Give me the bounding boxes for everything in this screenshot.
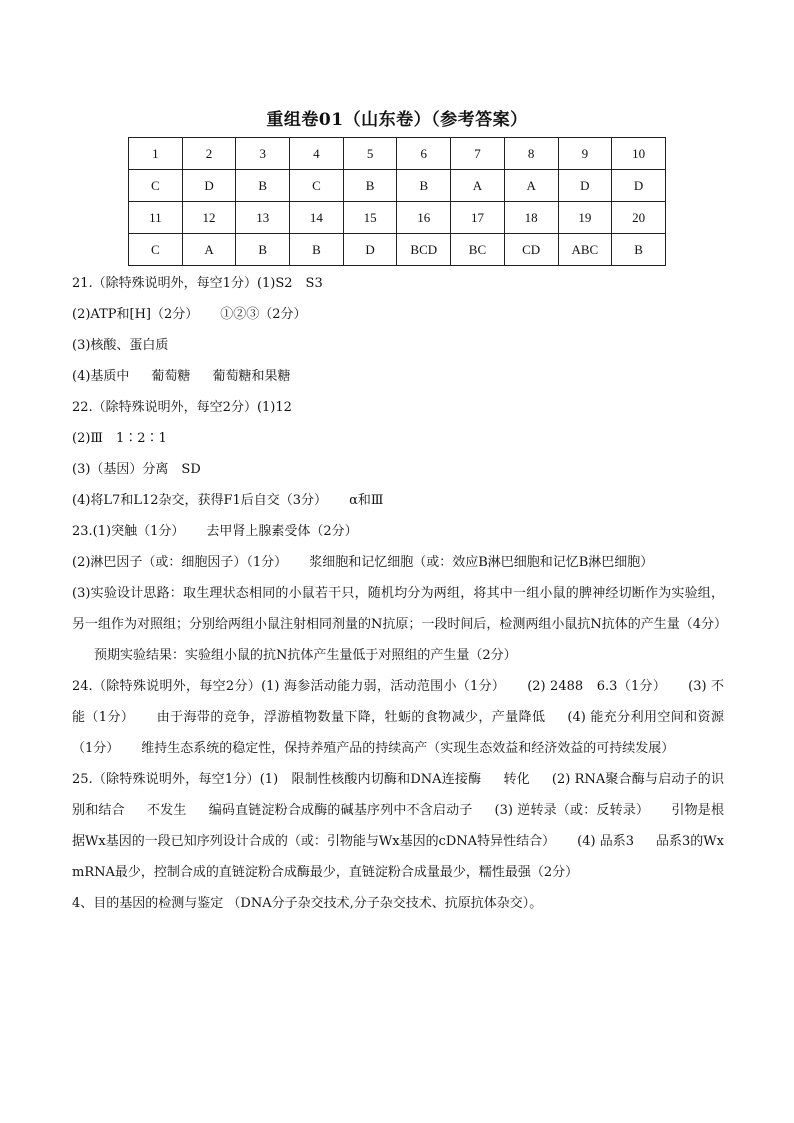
table-cell: 7 [451, 138, 505, 170]
table-cell: 4 [290, 138, 344, 170]
table-cell: B [290, 234, 344, 266]
table-cell: D [612, 170, 666, 202]
table-cell: 10 [612, 138, 666, 170]
table-cell: C [129, 234, 183, 266]
table-cell: 19 [558, 202, 612, 234]
table-cell: 13 [236, 202, 290, 234]
table-cell: D [182, 170, 236, 202]
q24-paragraph: 24.（除特殊说明外，每空2分）(1) 海参活动能力弱，活动范围小（1分） (2) 2488 6.3（1分） (3) 不能（1分） 由于海带的竞争，浮游植物数量下降，牡蛎的食物减少，产量降低 (4) 能充分利用空间和资源（1分） 维持生态系统的稳定性，保持养殖产品的持续高产（实现生态效益和经济效益的可持续发展） [72, 679, 724, 756]
answer-body [72, 268, 728, 919]
table-cell: 16 [397, 202, 451, 234]
q22-line-4: (4)将L7和L12杂交，获得F1后自交（3分） α和Ⅲ [72, 493, 384, 508]
table-cell: C [129, 170, 183, 202]
table-cell: B [236, 170, 290, 202]
table-cell: B [236, 234, 290, 266]
table-cell: A [504, 170, 558, 202]
table-cell: CD [504, 234, 558, 266]
q22-line-3: (3)（基因）分离 SD [72, 462, 201, 477]
answer-table [128, 137, 666, 266]
table-cell: 20 [612, 202, 666, 234]
q23-line-1: 23.(1)突触（1分） 去甲肾上腺素受体（2分） [72, 524, 358, 539]
q21-line-4: (4)基质中 葡萄糖 葡萄糖和果糖 [72, 369, 291, 384]
table-cell: 11 [129, 202, 183, 234]
table-cell: 2 [182, 138, 236, 170]
q22-line-1: 22.（除特殊说明外，每空2分）(1)12 [72, 400, 292, 415]
table-cell: 15 [343, 202, 397, 234]
q23-line-2: (2)淋巴因子（或：细胞因子）（1分） 浆细胞和记忆细胞（或：效应B淋巴细胞和记忆B淋巴细胞） [72, 555, 654, 570]
table-row [129, 170, 666, 202]
table-row [129, 138, 666, 170]
table-cell: B [612, 234, 666, 266]
q21-line-1: 21.（除特殊说明外，每空1分）(1)S2 S3 [72, 276, 323, 291]
q22-line-2: (2)Ⅲ 1∶2∶1 [72, 431, 167, 446]
table-cell: 1 [129, 138, 183, 170]
table-cell: B [343, 170, 397, 202]
table-cell: 14 [290, 202, 344, 234]
table-cell: 3 [236, 138, 290, 170]
page-title: 重组卷01（山东卷）（参考答案） [266, 110, 528, 130]
table-cell: A [182, 234, 236, 266]
table-cell: D [343, 234, 397, 266]
table-cell: 6 [397, 138, 451, 170]
q21-line-2: (2)ATP和[H]（2分） ①②③（2分） [72, 307, 307, 322]
table-cell: 9 [558, 138, 612, 170]
table-cell: C [290, 170, 344, 202]
table-cell: 17 [451, 202, 505, 234]
table-cell: 12 [182, 202, 236, 234]
table-cell: 5 [343, 138, 397, 170]
table-cell: D [558, 170, 612, 202]
table-row [129, 234, 666, 266]
q21-line-3: (3)核酸、蛋白质 [72, 338, 169, 353]
table-cell: BC [451, 234, 505, 266]
note-line: 4、目的基因的检测与鉴定 （DNA分子杂交技术,分子杂交技术、抗原抗体杂交）。 [72, 896, 543, 911]
table-cell: 18 [504, 202, 558, 234]
table-cell: 8 [504, 138, 558, 170]
q23-paragraph-3: (3)实验设计思路：取生理状态相同的小鼠若干只，随机均分为两组，将其中一组小鼠的脾神经切断作为实验组，另一组作为对照组；分别给两组小鼠注射相同剂量的N抗原；一段时间后，检测两组小鼠抗N抗体的产生量（4分）预期实验结果：实验组小鼠的抗N抗体产生量低于对照组的产生量（2分） [72, 586, 728, 663]
q25-paragraph: 25.（除特殊说明外，每空1分）(1) 限制性核酸内切酶和DNA连接酶 转化 (2) RNA聚合酶与启动子的识别和结合 不发生 编码直链淀粉合成酶的碱基序列中不含启动子 (3) 逆转录（或：反转录） 引物是根据Wx基因的一段已知序列设计合成的（或：引物能与Wx基因的cDNA特异性结合） (4) 品系3 品系3的Wx mRNA最少，控制合成的直链淀粉合成酶最少，直链淀粉合成量最少，糯性最强（2分） [72, 772, 724, 880]
table-cell: A [451, 170, 505, 202]
table-cell: B [397, 170, 451, 202]
table-cell: BCD [397, 234, 451, 266]
table-row [129, 202, 666, 234]
table-cell: ABC [558, 234, 612, 266]
